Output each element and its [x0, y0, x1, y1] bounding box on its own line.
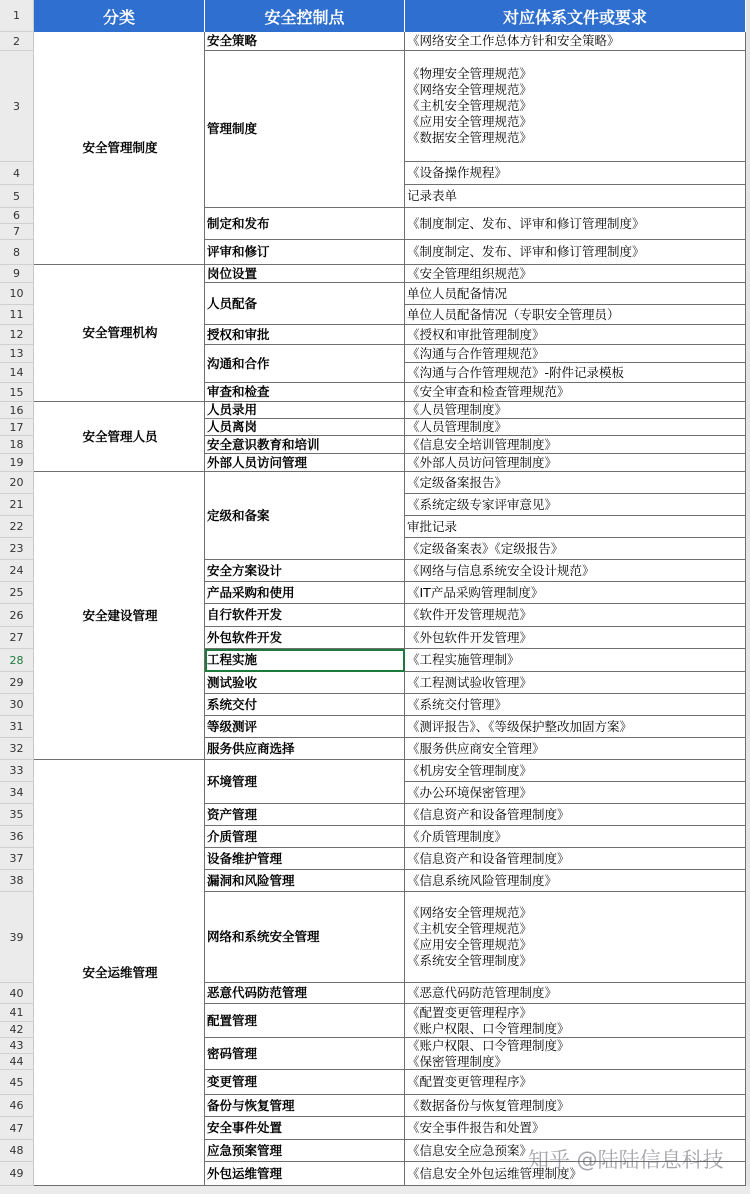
control-cell[interactable]: 漏洞和风险管理 [205, 870, 405, 892]
doc-cell[interactable]: 《账户权限、口令管理制度》 《保密管理制度》 [405, 1038, 746, 1070]
row-number[interactable]: 36 [0, 826, 34, 848]
doc-cell[interactable]: 《定级备案表》《定级报告》 [405, 538, 746, 560]
row-number[interactable]: 46 [0, 1095, 34, 1117]
row-number[interactable]: 11 [0, 305, 34, 325]
watermark: 知乎 @陆陆信息科技 [528, 1148, 724, 1172]
row-number[interactable]: 31 [0, 716, 34, 738]
doc-cell[interactable]: 《定级备案报告》 [405, 472, 746, 494]
row-number[interactable]: 2 [0, 32, 34, 51]
row-number[interactable]: 10 [0, 283, 34, 305]
doc-cell[interactable]: 《工程测试验收管理》 [405, 672, 746, 694]
doc-cell[interactable]: 《物理安全管理规范》 《网络安全管理规范》 《主机安全管理规范》 《应用安全管理规范》 《数据安全管理规范》 [405, 51, 746, 162]
doc-cell[interactable]: 《人员管理制度》 [405, 402, 746, 419]
control-cell[interactable]: 管理制度 [205, 51, 405, 208]
row-number[interactable]: 4 [0, 162, 34, 185]
control-cell[interactable]: 恶意代码防范管理 [205, 983, 405, 1004]
row-number[interactable]: 14 [0, 363, 34, 383]
category-cell[interactable]: 安全运维管理 [34, 760, 205, 1186]
control-cell[interactable]: 安全方案设计 [205, 560, 405, 582]
category-cell[interactable]: 安全管理人员 [34, 402, 205, 472]
control-cell[interactable]: 服务供应商选择 [205, 738, 405, 760]
control-cell[interactable]: 资产管理 [205, 804, 405, 826]
row-number[interactable]: 7 [0, 224, 34, 240]
row-number[interactable]: 30 [0, 694, 34, 716]
doc-cell[interactable]: 《沟通与合作管理规范》-附件记录模板 [405, 363, 746, 383]
doc-cell[interactable]: 《服务供应商安全管理》 [405, 738, 746, 760]
doc-cell[interactable]: 单位人员配备情况（专职安全管理员） [405, 305, 746, 325]
control-cell[interactable]: 安全策略 [205, 32, 405, 51]
control-cell[interactable]: 密码管理 [205, 1038, 405, 1070]
row-number[interactable]: 16 [0, 402, 34, 419]
doc-cell[interactable]: 《设备操作规程》 [405, 162, 746, 185]
doc-cell[interactable]: 记录表单 [405, 185, 746, 208]
doc-cell[interactable]: 《数据备份与恢复管理制度》 [405, 1095, 746, 1117]
control-cell[interactable]: 审查和检查 [205, 383, 405, 402]
control-cell[interactable]: 设备维护管理 [205, 848, 405, 870]
row-number[interactable]: 42 [0, 1022, 34, 1038]
row-number[interactable]: 21 [0, 494, 34, 516]
doc-cell[interactable]: 《机房安全管理制度》 [405, 760, 746, 782]
doc-cell[interactable]: 《沟通与合作管理规范》 [405, 345, 746, 363]
doc-cell[interactable]: 《软件开发管理规范》 [405, 604, 746, 627]
doc-cell[interactable]: 《安全事件报告和处置》 [405, 1117, 746, 1140]
doc-cell[interactable]: 《信息系统风险管理制度》 [405, 870, 746, 892]
control-cell[interactable]: 人员录用 [205, 402, 405, 419]
row-number[interactable]: 19 [0, 454, 34, 472]
doc-cell[interactable]: 《信息安全外包运维管理制度》 [405, 1162, 746, 1186]
control-cell[interactable]: 沟通和合作 [205, 345, 405, 383]
control-cell[interactable]: 安全意识教育和培训 [205, 436, 405, 454]
doc-cell[interactable]: 《网络安全工作总体方针和安全策略》 [405, 32, 746, 51]
row-number[interactable]: 24 [0, 560, 34, 582]
doc-cell[interactable]: 审批记录 [405, 516, 746, 538]
row-number[interactable]: 29 [0, 672, 34, 694]
control-cell[interactable]: 环境管理 [205, 760, 405, 804]
row-number[interactable]: 13 [0, 345, 34, 363]
row-number[interactable]: 9 [0, 265, 34, 283]
doc-cell[interactable]: 《测评报告》、《等级保护整改加固方案》 [405, 716, 746, 738]
control-cell[interactable]: 岗位设置 [205, 265, 405, 283]
row-number[interactable]: 17 [0, 419, 34, 436]
row-number[interactable]: 33 [0, 760, 34, 782]
control-cell-selected[interactable]: 工程实施 [205, 649, 405, 672]
row-number[interactable]: 28 [0, 649, 34, 672]
category-cell[interactable]: 安全建设管理 [34, 472, 205, 760]
doc-cell[interactable]: 《安全管理组织规范》 [405, 265, 746, 283]
doc-cell[interactable]: 《制度制定、发布、评审和修订管理制度》 [405, 240, 746, 265]
row-number[interactable]: 44 [0, 1054, 34, 1070]
row-number[interactable]: 38 [0, 870, 34, 892]
row-number[interactable]: 49 [0, 1162, 34, 1186]
row-number[interactable]: 8 [0, 240, 34, 265]
row-number[interactable]: 47 [0, 1117, 34, 1140]
doc-cell[interactable]: 《信息资产和设备管理制度》 [405, 804, 746, 826]
doc-cell[interactable]: 《人员管理制度》 [405, 419, 746, 436]
doc-cell[interactable]: 《信息资产和设备管理制度》 [405, 848, 746, 870]
row-number[interactable]: 25 [0, 582, 34, 604]
doc-cell[interactable]: 《系统定级专家评审意见》 [405, 494, 746, 516]
row-number[interactable]: 20 [0, 472, 34, 494]
row-number[interactable]: 5 [0, 185, 34, 208]
row-number[interactable]: 39 [0, 892, 34, 983]
category-cell[interactable]: 安全管理机构 [34, 265, 205, 402]
doc-cell[interactable]: 《授权和审批管理制度》 [405, 325, 746, 345]
control-cell[interactable]: 外部人员访问管理 [205, 454, 405, 472]
control-cell[interactable]: 网络和系统安全管理 [205, 892, 405, 983]
column-header-control[interactable]: 安全控制点 [205, 0, 405, 32]
doc-cell[interactable]: 《安全审查和检查管理规范》 [405, 383, 746, 402]
control-cell[interactable]: 备份与恢复管理 [205, 1095, 405, 1117]
category-cell[interactable]: 安全管理制度 [34, 32, 205, 265]
doc-cell[interactable]: 《网络与信息系统安全设计规范》 [405, 560, 746, 582]
column-header-docs[interactable]: 对应体系文件或要求 [405, 0, 746, 32]
control-cell[interactable]: 定级和备案 [205, 472, 405, 560]
row-number[interactable]: 15 [0, 383, 34, 402]
doc-cell[interactable]: 《系统交付管理》 [405, 694, 746, 716]
doc-cell[interactable]: 《介质管理制度》 [405, 826, 746, 848]
row-number[interactable]: 35 [0, 804, 34, 826]
doc-cell[interactable]: 《外包软件开发管理》 [405, 627, 746, 649]
control-cell[interactable]: 系统交付 [205, 694, 405, 716]
control-cell[interactable]: 评审和修订 [205, 240, 405, 265]
row-number[interactable]: 40 [0, 983, 34, 1004]
sheet-bottom-strip [0, 1186, 750, 1194]
doc-cell[interactable]: 《配置变更管理程序》 [405, 1070, 746, 1095]
control-cell[interactable]: 授权和审批 [205, 325, 405, 345]
row-number[interactable]: 6 [0, 208, 34, 224]
row-number[interactable]: 22 [0, 516, 34, 538]
control-cell[interactable]: 测试验收 [205, 672, 405, 694]
doc-cell[interactable]: 单位人员配备情况 [405, 283, 746, 305]
row-number[interactable]: 43 [0, 1038, 34, 1054]
row-number[interactable]: 37 [0, 848, 34, 870]
doc-cell[interactable]: 《网络安全管理规范》 《主机安全管理规范》 《应用安全管理规范》 《系统安全管理制度》 [405, 892, 746, 983]
control-cell[interactable]: 介质管理 [205, 826, 405, 848]
control-cell[interactable]: 变更管理 [205, 1070, 405, 1095]
doc-cell[interactable]: 《IT产品采购管理制度》 [405, 582, 746, 604]
row-number[interactable]: 18 [0, 436, 34, 454]
doc-cell[interactable]: 《恶意代码防范管理制度》 [405, 983, 746, 1004]
control-cell[interactable]: 安全事件处置 [205, 1117, 405, 1140]
column-header-category[interactable]: 分类 [34, 0, 205, 32]
row-number[interactable]: 32 [0, 738, 34, 760]
control-cell[interactable]: 外包运维管理 [205, 1162, 405, 1186]
doc-cell[interactable]: 《制度制定、发布、评审和修订管理制度》 [405, 208, 746, 240]
doc-cell[interactable]: 《信息安全培训管理制度》 [405, 436, 746, 454]
control-cell[interactable]: 等级测评 [205, 716, 405, 738]
row-number[interactable]: 26 [0, 604, 34, 627]
row-number[interactable]: 27 [0, 627, 34, 649]
row-number[interactable]: 41 [0, 1004, 34, 1022]
row-number[interactable]: 34 [0, 782, 34, 804]
control-cell[interactable]: 自行软件开发 [205, 604, 405, 627]
doc-cell[interactable]: 《配置变更管理程序》 《账户权限、口令管理制度》 [405, 1004, 746, 1038]
row-number[interactable]: 12 [0, 325, 34, 345]
control-cell[interactable]: 人员离岗 [205, 419, 405, 436]
doc-cell[interactable]: 《信息安全应急预案》 [405, 1140, 746, 1162]
row-number[interactable]: 3 [0, 51, 34, 162]
row-number[interactable]: 45 [0, 1070, 34, 1095]
control-cell[interactable]: 配置管理 [205, 1004, 405, 1038]
control-cell[interactable]: 外包软件开发 [205, 627, 405, 649]
control-cell[interactable]: 人员配备 [205, 283, 405, 325]
control-cell[interactable]: 制定和发布 [205, 208, 405, 240]
doc-cell[interactable]: 《工程实施管理制》 [405, 649, 746, 672]
doc-cell[interactable]: 《外部人员访问管理制度》 [405, 454, 746, 472]
row-number-header[interactable]: 1 [0, 0, 34, 32]
window-edge [746, 0, 750, 1194]
control-cell[interactable]: 应急预案管理 [205, 1140, 405, 1162]
doc-cell[interactable]: 《办公环境保密管理》 [405, 782, 746, 804]
row-number[interactable]: 23 [0, 538, 34, 560]
control-cell[interactable]: 产品采购和使用 [205, 582, 405, 604]
row-number[interactable]: 48 [0, 1140, 34, 1162]
